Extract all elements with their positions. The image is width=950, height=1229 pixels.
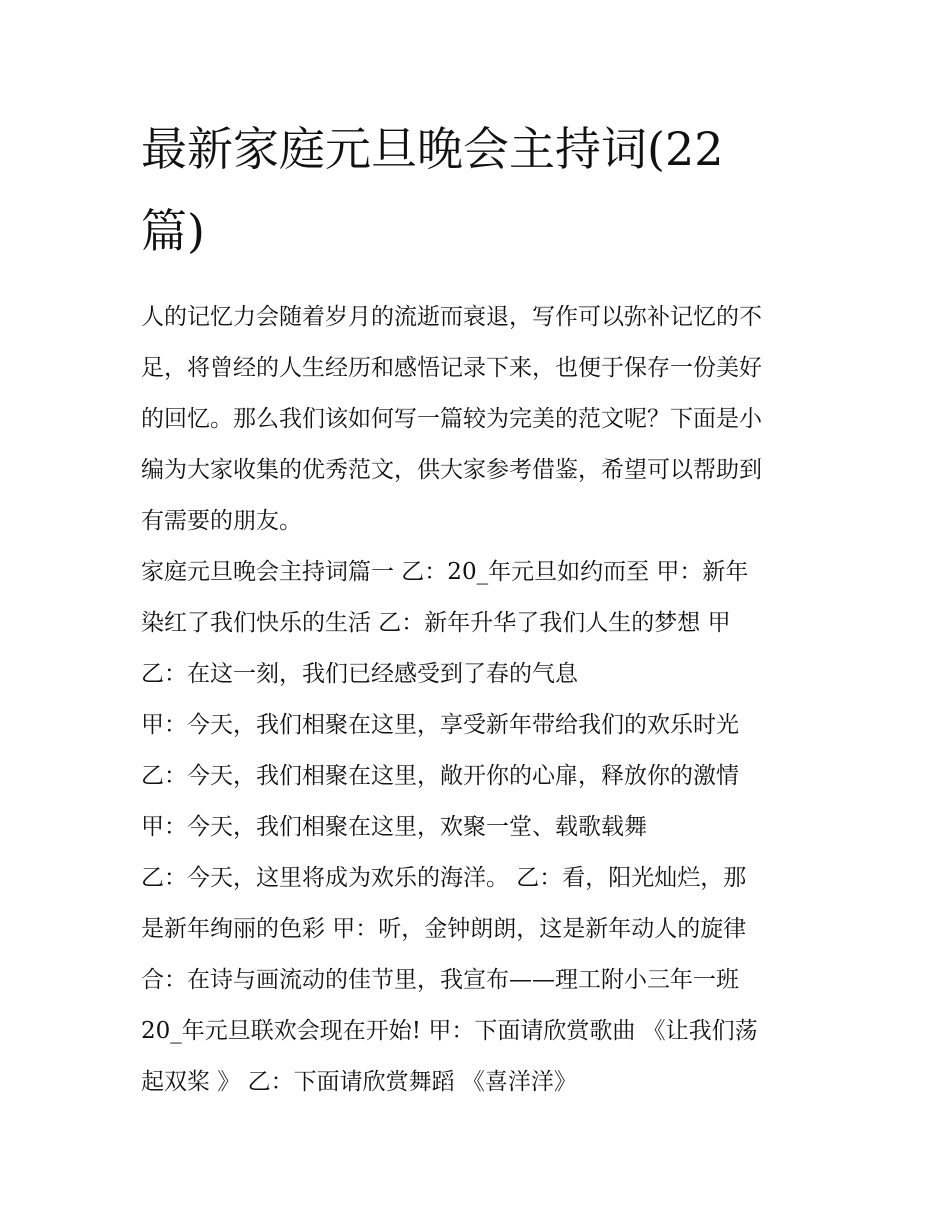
body-line: 20_年元旦联欢会现在开始! 甲：下面请欣赏歌曲 《让我们荡: [141, 1018, 758, 1044]
body-line: 乙：在这一刻，我们已经感受到了春的气息: [141, 661, 578, 687]
document-title: [141, 108, 821, 272]
body-line: 家庭元旦晚会主持词篇一 乙：20_年元旦如约而至 甲：新年: [141, 559, 749, 585]
body-line: 乙：今天，我们相聚在这里，敞开你的心扉，释放你的激情: [141, 763, 739, 789]
title-line-1: 最新家庭元旦晚会主持词(22: [141, 122, 724, 176]
body-line: 甲：今天，我们相聚在这里，欢聚一堂、载歌载舞: [141, 814, 647, 840]
body-line: 染红了我们快乐的生活 乙：新年升华了我们人生的梦想 甲: [141, 610, 731, 636]
body-line: 足，将曾经的人生经历和感悟记录下来，也便于保存一份美好: [141, 355, 762, 381]
body-line: 合：在诗与画流动的佳节里，我宣布——理工附小三年一班: [141, 967, 739, 993]
document-body: [141, 292, 821, 1108]
body-line: 起双桨 》 乙：下面请欣赏舞蹈 《喜洋洋》: [141, 1069, 577, 1095]
body-line: 的回忆。那么我们该如何写一篇较为完美的范文呢？下面是小: [141, 406, 762, 432]
body-line: 是新年绚丽的色彩 甲：听，金钟朗朗，这是新年动人的旋律: [141, 916, 747, 942]
title-line-2: 篇): [141, 204, 205, 258]
body-line: 编为大家收集的优秀范文，供大家参考借鉴，希望可以帮助到: [141, 457, 762, 483]
body-line: 甲：今天，我们相聚在这里，享受新年带给我们的欢乐时光: [141, 712, 739, 738]
body-line: 有需要的朋友。: [141, 508, 302, 534]
body-line: 人的记忆力会随着岁月的流逝而衰退，写作可以弥补记忆的不: [141, 304, 762, 330]
document-page: [141, 108, 821, 1108]
body-line: 乙：今天，这里将成为欢乐的海洋。 乙：看，阳光灿烂，那: [141, 865, 747, 891]
